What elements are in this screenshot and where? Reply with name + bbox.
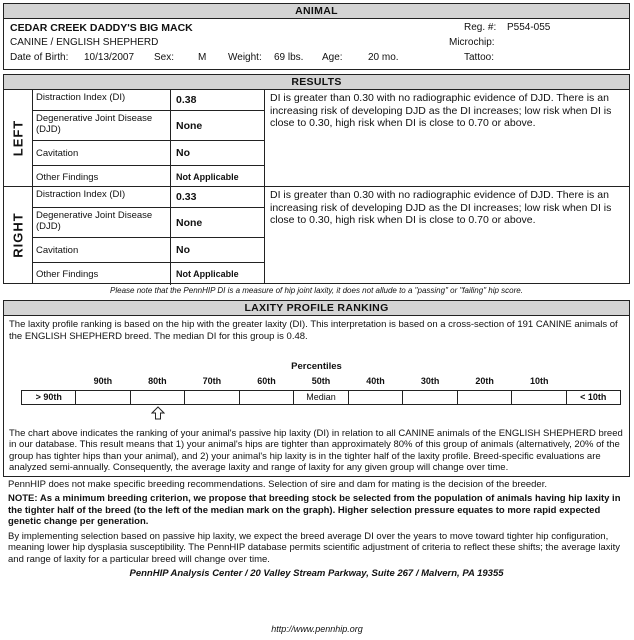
animal-info bbox=[3, 19, 630, 70]
left-interpretation: DI is greater than 0.30 with no radiographic evidence of DJD. There is an increasing risk of developing DJD as the DI increases; low risk when DI is close to 0.30, high risk when DI is close to 0.70 or above. bbox=[270, 92, 612, 129]
table-row bbox=[33, 238, 264, 263]
right-hip-block bbox=[4, 187, 629, 283]
reg-label: Reg. #: bbox=[464, 22, 497, 33]
percentile-header: 10th bbox=[529, 375, 549, 386]
age-value: 20 mo. bbox=[368, 52, 399, 63]
laxity-profile bbox=[3, 316, 630, 477]
percentile-header: 90th bbox=[93, 375, 113, 386]
percentile-header: 50th bbox=[311, 375, 331, 386]
percentile-header: 80th bbox=[148, 375, 167, 386]
table-row bbox=[33, 208, 264, 238]
percentile-bar bbox=[21, 390, 621, 405]
table-row bbox=[33, 166, 264, 188]
percentile-headers bbox=[21, 376, 621, 388]
table-row bbox=[33, 111, 264, 141]
percentile-cell bbox=[131, 391, 185, 404]
percentile-header bbox=[566, 376, 621, 388]
laxity-section-header: LAXITY PROFILE RANKING bbox=[3, 300, 630, 316]
laxity-explanation: The chart above indicates the ranking of your animal's passive hip laxity (DI) in relation to all CANINE animals of the ENGLISH SHEPHERD breed in our database. This result means that 1) your animal's hips are tighter than approximately 80% of this group of animals (alternatively, 20% of the group has tighter hips than your animal), and 2) your animal's hip laxity is in the tighter half of the laxity profile. Breed-specific evaluations are analyzed semi-annually. Consequently, the average laxity and range of laxity for any given group will change over time. bbox=[9, 427, 623, 473]
percentile-cell bbox=[512, 391, 566, 404]
percentile-header: 70th bbox=[202, 375, 222, 386]
center-address: PennHIP Analysis Center / 20 Valley Stream Parkway, Suite 267 / Malvern, PA 19355 bbox=[129, 568, 504, 579]
website-link[interactable]: http://www.pennhip.org bbox=[271, 624, 363, 634]
animal-breed: CANINE / ENGLISH SHEPHERD bbox=[10, 37, 159, 48]
field-value: 0.33 bbox=[176, 191, 197, 203]
sex-label: Sex: bbox=[154, 52, 175, 63]
field-value: Not Applicable bbox=[176, 172, 239, 182]
field-label: Cavitation bbox=[33, 141, 171, 165]
results-table bbox=[3, 90, 630, 284]
percentile-cell bbox=[76, 391, 130, 404]
report-page bbox=[3, 3, 630, 580]
sex-value: M bbox=[198, 52, 207, 63]
percentile-cell bbox=[349, 391, 403, 404]
field-value: 0.38 bbox=[176, 94, 197, 106]
up-arrow-icon bbox=[151, 406, 165, 420]
percentile-cell bbox=[458, 391, 512, 404]
weight-value: 69 lbs. bbox=[274, 52, 304, 63]
field-value: Not Applicable bbox=[176, 269, 239, 279]
breeding-criterion-note: NOTE: As a minimum breeding criterion, we propose that breeding stock be selected from the population of animals having hip laxity in the tighter half of the breed (to the left of the median mark on the graph). Higher selection pressure equates to more rapid expected genetic change per generation. bbox=[8, 493, 621, 527]
percentile-header: 40th bbox=[366, 375, 385, 386]
percentile-cell bbox=[185, 391, 239, 404]
field-label: Degenerative Joint Disease (DJD) bbox=[33, 111, 171, 140]
percentile-header: 60th bbox=[257, 375, 276, 386]
table-row bbox=[33, 263, 264, 285]
weight-label: Weight: bbox=[228, 52, 262, 63]
field-value: No bbox=[176, 147, 190, 159]
left-result-rows bbox=[33, 90, 265, 186]
percentile-cell bbox=[240, 391, 294, 404]
dob-label: Date of Birth: bbox=[10, 52, 69, 63]
side-label-left: LEFT bbox=[4, 90, 33, 186]
right-interpretation: DI is greater than 0.30 with no radiographic evidence of DJD. There is an increasing risk of developing DJD as the DI increases; low risk when DI is close to 0.30, high risk when DI is close to 0.70 or above. bbox=[270, 189, 612, 226]
field-label: Other Findings bbox=[33, 166, 171, 188]
field-value: No bbox=[176, 244, 190, 256]
field-value: None bbox=[176, 216, 203, 229]
breeding-paragraph: By implementing selection based on passive hip laxity, we expect the breed average DI over the years to move toward tighter hip configuration, meaning lower hip dysplasia susceptibility. The PennHIP database permits scientific adjustment of criteria to reflect these shifts; the average laxity and range of laxity for a particular breed will change over time. bbox=[8, 530, 620, 565]
table-row bbox=[33, 187, 264, 208]
field-value: None bbox=[176, 119, 203, 132]
animal-section-header: ANIMAL bbox=[3, 3, 630, 19]
percentile-cell: < 10th bbox=[580, 391, 607, 402]
field-label: Distraction Index (DI) bbox=[33, 90, 171, 110]
percentile-header bbox=[21, 376, 76, 388]
field-label: Distraction Index (DI) bbox=[33, 187, 171, 207]
percentile-cell bbox=[403, 391, 457, 404]
results-note: Please note that the PennHIP DI is a measure of hip joint laxity, it does not allude to a "passing" or "failing" hip score. bbox=[110, 286, 523, 295]
field-label: Cavitation bbox=[33, 238, 171, 262]
percentiles-title: Percentiles bbox=[291, 361, 342, 372]
side-label-right: RIGHT bbox=[4, 187, 33, 283]
percentile-cell: Median bbox=[294, 391, 348, 404]
animal-name: CEDAR CREEK DADDY'S BIG MACK bbox=[10, 22, 193, 34]
field-label: Degenerative Joint Disease (DJD) bbox=[33, 208, 171, 237]
percentile-header: 30th bbox=[420, 375, 440, 386]
age-label: Age: bbox=[322, 52, 343, 63]
right-result-rows bbox=[33, 187, 265, 283]
results-section-header: RESULTS bbox=[3, 74, 630, 90]
percentile-header: 20th bbox=[475, 375, 494, 386]
percentile-chart bbox=[9, 374, 624, 424]
percentile-cell: > 90th bbox=[22, 391, 76, 404]
field-label: Other Findings bbox=[33, 263, 171, 285]
table-row bbox=[33, 141, 264, 166]
breeding-notes bbox=[3, 477, 630, 580]
laxity-intro: The laxity profile ranking is based on the hip with the greater laxity (DI). This interpretation is based on a cross-section of 191 CANINE animals of the ENGLISH SHEPHERD breed. The median DI for this group is 0.48. bbox=[9, 319, 618, 342]
dob-value: 10/13/2007 bbox=[84, 52, 135, 63]
reg-value: P554-055 bbox=[507, 22, 551, 33]
left-hip-block bbox=[4, 90, 629, 187]
tattoo-label: Tattoo: bbox=[464, 52, 495, 63]
microchip-label: Microchip: bbox=[449, 37, 495, 48]
breeding-paragraph: PennHIP does not make specific breeding recommendations. Selection of sire and dam for mating is the decision of the breeder. bbox=[8, 478, 547, 490]
table-row bbox=[33, 90, 264, 111]
